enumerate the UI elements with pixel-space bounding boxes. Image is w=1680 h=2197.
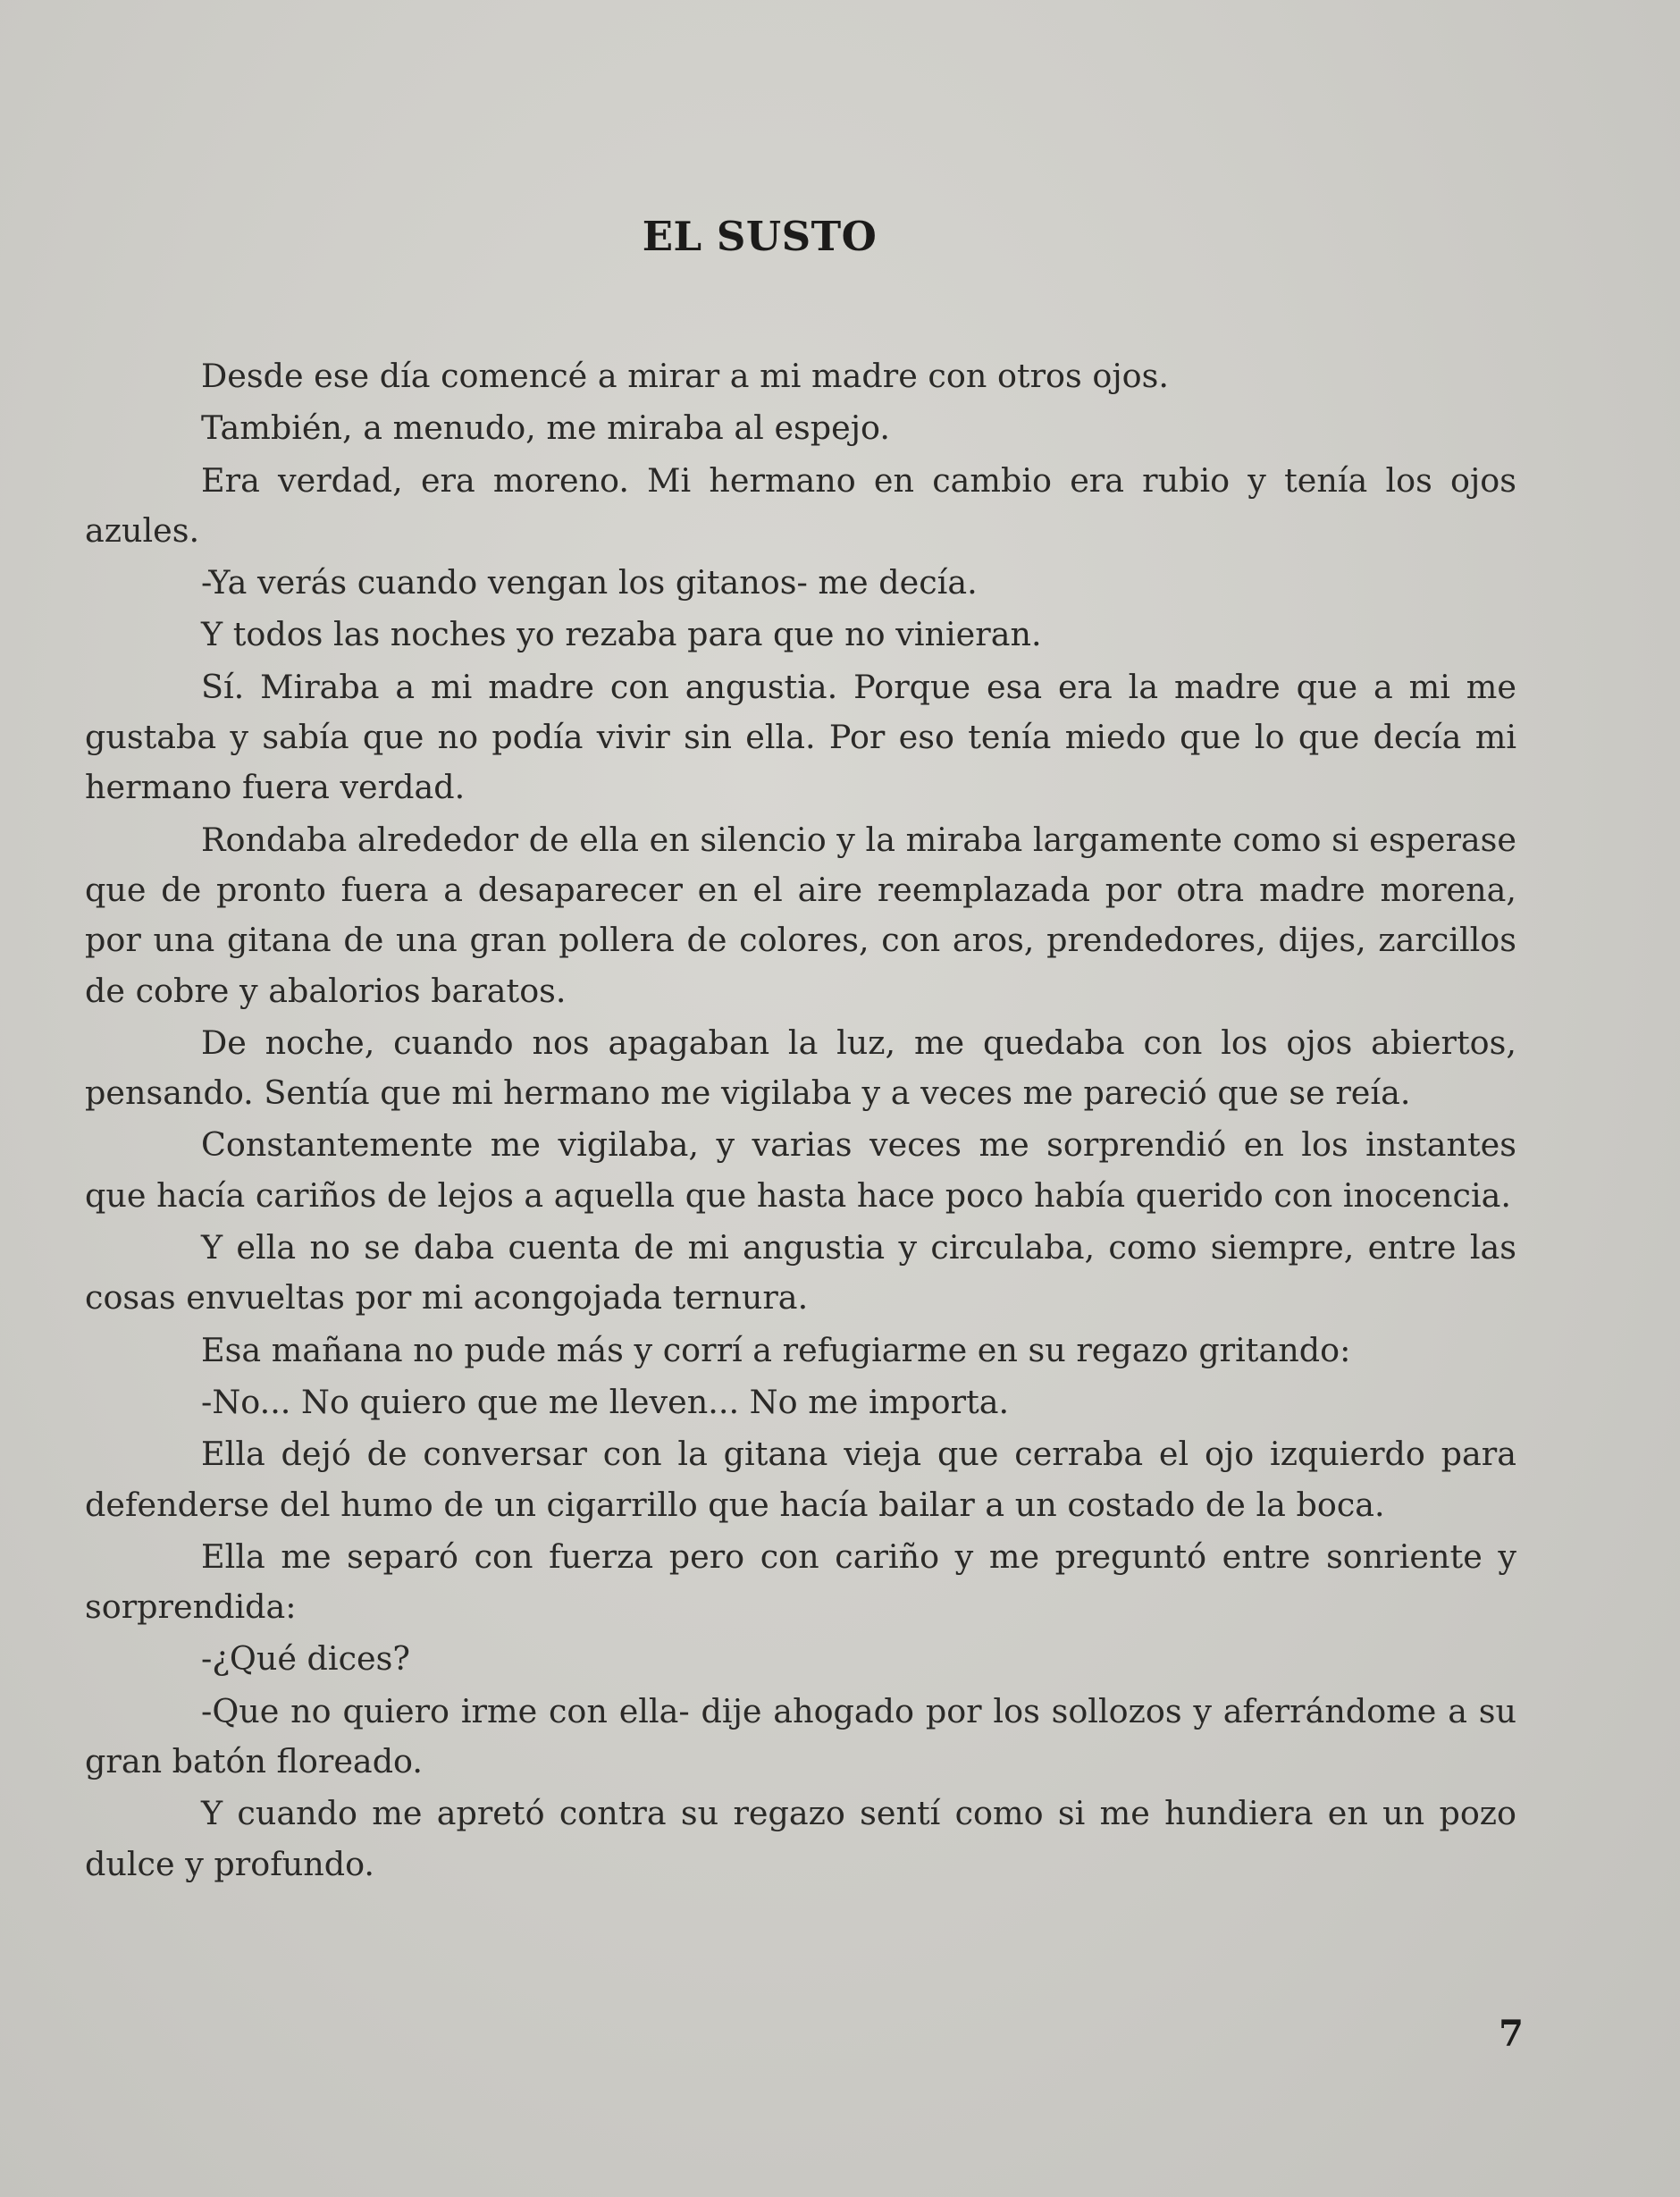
paragraph-15: -¿Qué dices? [201, 1639, 410, 1679]
paragraph-2: También, a menudo, me miraba al espejo. [201, 408, 890, 448]
body-text [85, 351, 1516, 1891]
paragraph-8: De noche, cuando nos apagaban la luz, me quedaba con los ojos abiertos, pensando. Sentía que mi hermano me vigilaba y a veces me pareció que se reía. [85, 1023, 1516, 1113]
paragraph-7: Rondaba alrededor de ella en silencio y la miraba largamente como si esperase que de pronto fuera a desaparecer en el aire reemplazada por otra madre morena, por una gitana de una gran pollera de colores, con aros, prendedores, dijes, zarcillos de cobre y abalorios baratos. [85, 820, 1516, 1010]
paragraph-14: Ella me separó con fuerza pero con cariño y me preguntó entre sonriente y sorprendida: [85, 1536, 1516, 1627]
paragraph-11: Esa mañana no pude más y corrí a refugiarme en su regazo gritando: [201, 1330, 1351, 1369]
paragraph-9: Constantemente me vigilaba, y varias veces me sorprendió en los instantes que hacía cariños de lejos a aquella que hasta hace poco había querido con inocencia. [85, 1125, 1516, 1215]
chapter-title: EL SUSTO [642, 213, 878, 260]
paragraph-4: -Ya verás cuando vengan los gitanos- me decía. [201, 563, 978, 602]
paragraph-1: Desde ese día comencé a mirar a mi madre con otros ojos. [201, 357, 1169, 395]
paragraph-16: -Que no quiero irme con ella- dije ahogado por los sollozos y aferrándome a su gran batón floreado. [85, 1691, 1516, 1781]
paragraph-5: Y todos las noches yo rezaba para que no vinieran. [201, 615, 1042, 654]
page-number: 7 [1499, 2013, 1524, 2055]
paragraph-6: Sí. Miraba a mi madre con angustia. Porque esa era la madre que a mi me gustaba y sabía que no podía vivir sin ella. Por eso tenía miedo que lo que decía mi hermano fuera verdad. [85, 667, 1516, 807]
paragraph-10: Y ella no se daba cuenta de mi angustia y circulaba, como siempre, entre las cosas envueltas por mi acongojada ternura. [85, 1228, 1516, 1317]
paragraph-17: Y cuando me apretó contra su regazo sentí como si me hundiera en un pozo dulce y profundo. [85, 1794, 1516, 1883]
paragraph-12: -No... No quiero que me lleven... No me importa. [201, 1382, 1010, 1421]
paragraph-3: Era verdad, era moreno. Mi hermano en cambio era rubio y tenía los ojos azules. [85, 460, 1516, 550]
paragraph-13: Ella dejó de conversar con la gitana vieja que cerraba el ojo izquierdo para defenderse del humo de un cigarrillo que hacía bailar a un costado de la boca. [85, 1435, 1516, 1524]
